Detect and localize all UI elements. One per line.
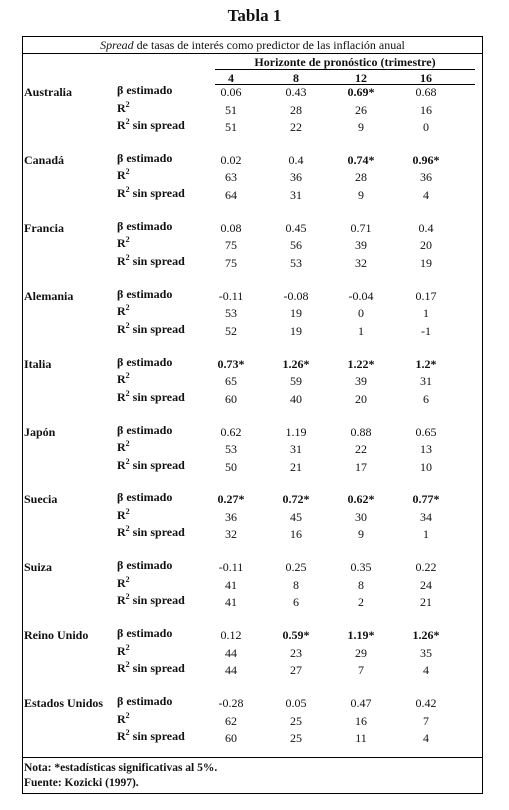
r2-sin-spread-text: sin spread xyxy=(129,321,185,336)
country-name: Alemania xyxy=(24,288,74,303)
caption-italic: Spread xyxy=(100,38,134,52)
row-label-r2-sin-spread xyxy=(117,458,185,473)
row-label-r2 xyxy=(117,101,130,116)
r2-base: R xyxy=(117,661,126,676)
table-cell: 0.02 xyxy=(220,152,242,167)
r2-sin-spread-text: sin spread xyxy=(129,661,185,676)
table-cell: 44 xyxy=(225,645,237,660)
table-cell: 20 xyxy=(355,391,367,406)
table-cell: 0.88 xyxy=(350,424,372,439)
r2-base: R xyxy=(117,457,126,472)
table-cell: 8 xyxy=(293,577,299,592)
table-cell: 6 xyxy=(293,595,299,610)
table-cell: 75 xyxy=(225,255,237,270)
table-cell: 30 xyxy=(355,509,367,524)
column-header-8: 8 xyxy=(293,71,299,85)
r2-superscript: 2 xyxy=(125,574,130,584)
table-cell: 0.71 xyxy=(350,220,372,235)
table-cell: 36 xyxy=(420,170,432,185)
table-cell: 56 xyxy=(290,238,302,253)
table-cell: 0.35 xyxy=(350,560,372,575)
r2-superscript: 2 xyxy=(125,117,130,126)
r2-superscript: 2 xyxy=(125,642,130,652)
r2-base: R xyxy=(117,643,126,658)
r2-superscript: 2 xyxy=(125,456,130,466)
table-cell: 20 xyxy=(420,238,432,253)
table-cell: 7 xyxy=(423,713,429,728)
table-cell: 21 xyxy=(420,595,432,610)
table-cell: -0.11 xyxy=(218,560,244,575)
row-label-beta: β estimado xyxy=(117,218,173,233)
row-label-r2 xyxy=(117,440,130,455)
row-label-r2-sin-spread xyxy=(117,254,185,269)
table-cell: 26 xyxy=(355,102,367,117)
table-cell: 41 xyxy=(225,595,237,610)
row-label-beta: β estimado xyxy=(117,626,173,641)
row-label-r2-sin-spread xyxy=(117,118,185,133)
table-cell: 64 xyxy=(225,187,237,202)
r2-superscript: 2 xyxy=(125,728,130,738)
r2-base: R xyxy=(117,507,126,522)
horizon-header: Horizonte de pronóstico (trimestre) xyxy=(254,55,436,69)
caption-text: de tasas de interés como predictor de las inflación anual xyxy=(133,38,405,52)
table-cell: 31 xyxy=(420,374,432,389)
table-cell: 75 xyxy=(225,238,237,253)
row-label-r2-sin-spread xyxy=(117,322,185,337)
table-cell: 28 xyxy=(290,102,302,117)
country-name: Suiza xyxy=(24,560,53,575)
table-cell: 0.62 xyxy=(220,424,242,439)
r2-base: R xyxy=(117,185,126,200)
r2-base: R xyxy=(117,321,126,336)
row-label-beta: β estimado xyxy=(117,83,173,97)
r2-superscript: 2 xyxy=(125,388,130,398)
table-cell: 51 xyxy=(225,120,237,134)
horizon-rule xyxy=(215,69,475,70)
table-cell: 1.2* xyxy=(415,356,437,371)
table-cell: 22 xyxy=(355,442,367,456)
table-cell: 13 xyxy=(420,442,432,456)
table-cell: 45 xyxy=(290,509,302,524)
table-frame xyxy=(22,36,483,794)
table-cell: 19 xyxy=(290,323,302,338)
table-cell: 0.4 xyxy=(288,152,304,167)
country-name: Suecia xyxy=(24,492,58,507)
table-cell: 65 xyxy=(225,374,237,389)
table-cell: 0.73* xyxy=(217,356,245,371)
table-cell: 53 xyxy=(225,306,237,321)
table-cell: 10 xyxy=(420,459,432,474)
r2-base: R xyxy=(117,593,126,608)
table-cell: 0.27* xyxy=(217,492,245,507)
bottom-rule xyxy=(22,757,483,758)
table-cell: 51 xyxy=(225,102,237,117)
r2-superscript: 2 xyxy=(125,252,130,262)
r2-superscript: 2 xyxy=(125,439,130,448)
table-cell: 17 xyxy=(355,459,367,474)
row-label-r2 xyxy=(117,168,130,183)
table-cell: 24 xyxy=(420,577,432,592)
table-cell: 50 xyxy=(225,459,237,474)
table-cell: 29 xyxy=(355,645,367,660)
row-label-r2-sin-spread xyxy=(117,593,185,608)
r2-base: R xyxy=(117,440,126,454)
table-cell: 0.59* xyxy=(282,628,310,643)
table-cell: 34 xyxy=(420,509,432,524)
r2-superscript: 2 xyxy=(125,710,130,720)
r2-sin-spread-text: sin spread xyxy=(129,253,185,268)
table-cell: 39 xyxy=(355,374,367,389)
table-cell: 0.77* xyxy=(412,492,440,507)
table-cell: 0 xyxy=(423,120,429,134)
r2-base: R xyxy=(117,304,126,319)
row-label-beta: β estimado xyxy=(117,490,173,505)
r2-superscript: 2 xyxy=(125,371,130,381)
r2-base: R xyxy=(117,729,126,744)
table-cell: 9 xyxy=(358,527,364,542)
table-cell: 31 xyxy=(290,187,302,202)
table-cell: 7 xyxy=(358,663,364,678)
table-cell: 52 xyxy=(225,323,237,338)
table-cell: 0 xyxy=(358,306,364,321)
table-cell: 0.42 xyxy=(415,696,437,711)
table-cell: 0.72* xyxy=(282,492,310,507)
table-cell: 0.68 xyxy=(415,85,437,99)
table-cell: 0.22 xyxy=(415,560,437,575)
table-cell: 27 xyxy=(290,663,302,678)
table-cell: 0.06 xyxy=(220,85,242,99)
row-label-r2-sin-spread xyxy=(117,661,185,676)
r2-superscript: 2 xyxy=(125,99,130,109)
table-cell: 53 xyxy=(290,255,302,270)
r2-base: R xyxy=(117,253,126,268)
r2-sin-spread-text: sin spread xyxy=(129,457,185,472)
r2-superscript: 2 xyxy=(125,524,130,534)
table-cell: -0.08 xyxy=(283,288,309,303)
row-label-r2 xyxy=(117,644,130,659)
table-cell: 23 xyxy=(290,645,302,660)
row-label-r2-sin-spread xyxy=(117,525,185,540)
table-cell: 16 xyxy=(355,713,367,728)
table-cell: 16 xyxy=(420,102,432,117)
table-cell: 1 xyxy=(423,527,429,542)
table-cell: 1 xyxy=(358,323,364,338)
r2-base: R xyxy=(117,711,126,726)
table-cell: 36 xyxy=(290,170,302,185)
table-cell: 19 xyxy=(420,255,432,270)
table-cell: 0.74* xyxy=(347,152,375,167)
table-cell: -1 xyxy=(421,323,431,338)
table-cell: 1.22* xyxy=(347,356,375,371)
table-cell: 32 xyxy=(355,255,367,270)
country-name: Francia xyxy=(24,220,64,235)
caption-rule xyxy=(22,53,483,54)
table-cell: 8 xyxy=(358,577,364,592)
country-name: Reino Unido xyxy=(24,628,89,643)
r2-sin-spread-text: sin spread xyxy=(129,389,185,404)
table-cell: 25 xyxy=(290,731,302,746)
table-cell: 60 xyxy=(225,391,237,406)
r2-base: R xyxy=(117,118,126,132)
table-cell: 39 xyxy=(355,238,367,253)
r2-base: R xyxy=(117,575,126,590)
r2-superscript: 2 xyxy=(125,592,130,602)
r2-base: R xyxy=(117,168,126,183)
table-cell: 0.05 xyxy=(285,696,307,711)
column-header-16: 16 xyxy=(420,71,432,85)
row-label-beta: β estimado xyxy=(117,422,173,437)
row-label-r2-sin-spread xyxy=(117,729,185,744)
table-cell: 44 xyxy=(225,663,237,678)
r2-sin-spread-text: sin spread xyxy=(129,185,185,200)
table-cell: 28 xyxy=(355,170,367,185)
r2-superscript: 2 xyxy=(125,660,130,670)
table-cell: 62 xyxy=(225,713,237,728)
row-label-beta: β estimado xyxy=(117,150,173,165)
table-cell: 53 xyxy=(225,442,237,456)
r2-superscript: 2 xyxy=(125,167,130,177)
table-cell: 1.26* xyxy=(282,356,310,371)
table-title: Tabla 1 xyxy=(227,6,282,25)
table-cell: 59 xyxy=(290,374,302,389)
table-cell: 36 xyxy=(225,509,237,524)
column-header-12: 12 xyxy=(355,71,367,85)
table-cell: 11 xyxy=(355,731,367,746)
table-cell: 0.96* xyxy=(412,152,440,167)
table-cell: 22 xyxy=(290,120,302,134)
table-cell: 60 xyxy=(225,731,237,746)
row-label-r2 xyxy=(117,508,130,523)
r2-sin-spread-text: sin spread xyxy=(129,593,185,608)
table-cell: 6 xyxy=(423,391,429,406)
country-name: Australia xyxy=(24,85,72,99)
r2-superscript: 2 xyxy=(125,184,130,194)
r2-base: R xyxy=(117,525,126,540)
table-cell: 1.19* xyxy=(347,628,375,643)
country-name: Italia xyxy=(24,356,52,371)
column-header-4: 4 xyxy=(228,71,234,85)
table-cell: 0.47 xyxy=(350,696,372,711)
row-label-beta: β estimado xyxy=(117,558,173,573)
table-cell: 0.45 xyxy=(285,220,307,235)
table-cell: 0.65 xyxy=(415,424,437,439)
r2-superscript: 2 xyxy=(125,235,130,245)
table-cell: 9 xyxy=(358,187,364,202)
table-cell: 4 xyxy=(423,187,429,202)
r2-sin-spread-text: sin spread xyxy=(129,118,185,132)
table-cell: 1.26* xyxy=(412,628,440,643)
table-cell: 4 xyxy=(423,663,429,678)
r2-superscript: 2 xyxy=(125,303,130,313)
r2-sin-spread-text: sin spread xyxy=(129,729,185,744)
table-cell: 0.4 xyxy=(418,220,434,235)
table-cell: 35 xyxy=(420,645,432,660)
table-cell: 4 xyxy=(423,731,429,746)
source-note: Fuente: Kozicki (1997). xyxy=(24,777,139,789)
country-name: Canadá xyxy=(24,152,65,167)
table-cell: 9 xyxy=(358,120,364,134)
table-cell: 41 xyxy=(225,577,237,592)
r2-superscript: 2 xyxy=(125,506,130,516)
row-label-r2-sin-spread xyxy=(117,390,185,405)
table-cell: -0.28 xyxy=(218,696,244,711)
row-label-r2 xyxy=(117,236,130,251)
table-cell: 63 xyxy=(225,170,237,185)
table-cell: 0.08 xyxy=(220,220,242,235)
table-cell: 0.17 xyxy=(415,288,437,303)
table-cell: 0.12 xyxy=(220,628,242,643)
row-label-r2 xyxy=(117,712,130,727)
row-label-r2-sin-spread xyxy=(117,186,185,201)
row-label-beta: β estimado xyxy=(117,286,173,301)
table-cell: 2 xyxy=(358,595,364,610)
table-cell: 40 xyxy=(290,391,302,406)
table-cell: 0.25 xyxy=(285,560,307,575)
r2-base: R xyxy=(117,236,126,251)
table-cell: 1 xyxy=(423,306,429,321)
table-cell: 0.62* xyxy=(347,492,375,507)
table-cell: 1.19 xyxy=(285,424,307,439)
row-label-beta: β estimado xyxy=(117,354,173,369)
table-cell: 19 xyxy=(290,306,302,321)
table-cell: -0.04 xyxy=(348,288,374,303)
r2-sin-spread-text: sin spread xyxy=(129,525,185,540)
table-caption xyxy=(22,38,483,53)
row-label-r2 xyxy=(117,372,130,387)
country-name: Japón xyxy=(24,424,56,439)
row-label-r2 xyxy=(117,576,130,591)
country-name: Estados Unidos xyxy=(24,696,104,711)
table-cell: 25 xyxy=(290,713,302,728)
row-label-beta: β estimado xyxy=(117,694,173,709)
table-cell: 32 xyxy=(225,527,237,542)
table-cell: 0.43 xyxy=(285,85,307,99)
table-cell: 21 xyxy=(290,459,302,474)
table-cell: 0.69* xyxy=(347,85,375,99)
r2-superscript: 2 xyxy=(125,320,130,330)
table-cell: 16 xyxy=(290,527,302,542)
footnote: Nota: *estadísticas significativas al 5%. xyxy=(24,762,218,774)
r2-base: R xyxy=(117,389,126,404)
table-cell: -0.11 xyxy=(218,288,244,303)
r2-base: R xyxy=(117,372,126,387)
r2-base: R xyxy=(117,100,126,115)
row-label-r2 xyxy=(117,304,130,319)
table-cell: 31 xyxy=(290,442,302,456)
